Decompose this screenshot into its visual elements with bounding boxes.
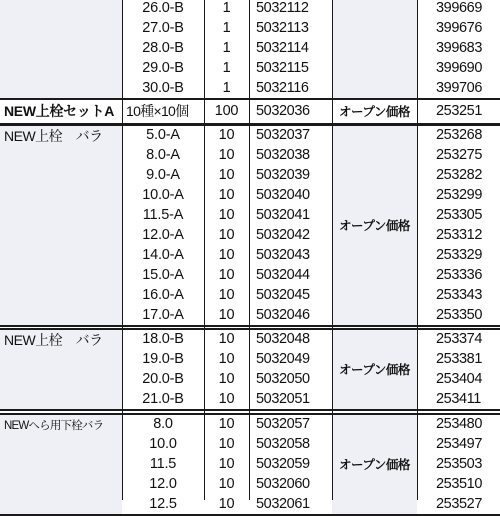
row-divider: [0, 409, 500, 411]
price-label: [332, 0, 417, 98]
size-cell: 30.0-B: [142, 80, 184, 96]
product-code-cell: 5032040: [256, 187, 310, 203]
product-code-cell: 5032046: [256, 307, 310, 323]
product-code-cell: 5032039: [256, 167, 310, 183]
size-cell: 12.5: [149, 496, 177, 512]
product-code-cell: 5032043: [256, 247, 310, 263]
quantity-cell: 10: [218, 351, 235, 367]
product-code-cell: 5032037: [256, 127, 310, 143]
quantity-cell: 10: [218, 331, 235, 347]
quantity-cell: 10: [218, 496, 235, 512]
jan-code-cell: 253527: [436, 496, 482, 512]
jan-code-cell: 253251: [436, 103, 482, 119]
jan-code-cell: 253350: [436, 307, 482, 323]
product-code-cell: 5032038: [256, 147, 310, 163]
product-code-cell: 5032059: [256, 456, 310, 472]
jan-code-cell: 253275: [436, 147, 482, 163]
product-code-cell: 5032051: [256, 391, 310, 407]
jan-code-cell: 253312: [436, 227, 482, 243]
size-cell: 10種×10個: [126, 103, 189, 119]
jan-code-cell: 399683: [436, 40, 482, 56]
product-name: NEW上栓 バラ: [4, 128, 103, 144]
size-cell: 20.0-B: [142, 371, 184, 387]
quantity-cell: 10: [218, 307, 235, 323]
size-cell: 18.0-B: [142, 331, 184, 347]
quantity-cell: 10: [218, 127, 235, 143]
size-cell: 10.0: [149, 436, 177, 452]
size-cell: 14.0-A: [142, 247, 184, 263]
product-code-cell: 5032114: [256, 40, 309, 56]
product-code-cell: 5032049: [256, 351, 310, 367]
row-divider: [0, 413, 500, 415]
size-cell: 12.0: [149, 476, 177, 492]
product-code-cell: 5032113: [256, 20, 309, 36]
quantity-cell: 1: [222, 0, 231, 16]
jan-code-cell: 253404: [436, 371, 482, 387]
quantity-cell: 10: [218, 247, 235, 263]
size-cell: 16.0-A: [142, 287, 184, 303]
product-name: [0, 0, 122, 19]
quantity-cell: 10: [218, 207, 235, 223]
jan-code-cell: 253268: [436, 127, 482, 143]
column-divider: [417, 0, 418, 500]
size-cell: 19.0-B: [142, 351, 184, 367]
product-code-cell: 5032060: [256, 476, 310, 492]
jan-code-cell: 253411: [436, 391, 481, 407]
product-code-cell: 5032058: [256, 436, 310, 452]
quantity-cell: 10: [218, 147, 235, 163]
size-cell: 27.0-B: [142, 20, 184, 36]
row-divider: [0, 124, 500, 126]
jan-code-cell: 253299: [436, 187, 482, 203]
product-code-cell: 5032042: [256, 227, 310, 243]
size-cell: 26.0-B: [142, 0, 184, 16]
jan-code-cell: 399706: [436, 80, 482, 96]
jan-code-cell: 253305: [436, 207, 482, 223]
size-cell: 8.0-A: [146, 147, 180, 163]
product-code-cell: 5032045: [256, 287, 310, 303]
product-name: NEW上栓 バラ: [4, 332, 103, 348]
quantity-cell: 1: [222, 20, 231, 36]
quantity-cell: 1: [222, 60, 231, 76]
jan-code-cell: 253329: [436, 247, 482, 263]
jan-code-cell: 253282: [436, 167, 482, 183]
row-divider: [0, 328, 500, 330]
size-cell: 28.0-B: [142, 40, 184, 56]
product-code-cell: 5032061: [256, 496, 310, 512]
quantity-cell: 10: [218, 476, 235, 492]
size-cell: 12.0-A: [142, 227, 184, 243]
jan-code-cell: 253480: [436, 416, 482, 432]
jan-code-cell: 253343: [436, 287, 482, 303]
row-divider: [0, 98, 500, 99]
row-divider: [0, 325, 500, 327]
quantity-cell: 10: [218, 187, 235, 203]
price-label: オープン価格: [339, 219, 410, 233]
jan-code-cell: 253381: [436, 351, 482, 367]
column-divider: [332, 0, 333, 500]
size-cell: 17.0-A: [142, 307, 184, 323]
product-code-cell: 5032112: [256, 0, 309, 16]
jan-code-cell: 399669: [436, 0, 482, 16]
size-cell: 21.0-B: [142, 391, 184, 407]
quantity-cell: 10: [218, 371, 235, 387]
column-divider: [249, 0, 250, 500]
product-code-cell: 5032050: [256, 371, 310, 387]
jan-code-cell: 399676: [436, 20, 482, 36]
jan-code-cell: 253374: [436, 331, 482, 347]
size-cell: 8.0: [153, 416, 173, 432]
jan-code-cell: 253503: [436, 456, 482, 472]
quantity-cell: 10: [218, 227, 235, 243]
product-code-cell: 5032041: [256, 207, 310, 223]
size-cell: 9.0-A: [146, 167, 180, 183]
quantity-cell: 10: [218, 456, 235, 472]
product-code-cell: 5032116: [256, 80, 309, 96]
cell-shading: [0, 125, 122, 325]
product-code-cell: 5032057: [256, 416, 310, 432]
product-name: NEWへら用下栓バラ: [4, 420, 104, 432]
product-code-cell: 5032048: [256, 331, 310, 347]
product-code-cell: 5032044: [256, 267, 310, 283]
quantity-cell: 10: [218, 167, 235, 183]
product-code-cell: 5032115: [256, 60, 309, 76]
quantity-cell: 100: [214, 103, 239, 119]
size-cell: 11.5-A: [142, 207, 184, 223]
quantity-cell: 10: [218, 267, 235, 283]
size-cell: 5.0-A: [146, 127, 180, 143]
product-name: NEW上栓セットA: [4, 103, 115, 119]
size-cell: 10.0-A: [142, 187, 184, 203]
size-cell: 11.5: [149, 456, 177, 472]
price-label: オープン価格: [339, 105, 410, 119]
quantity-cell: 10: [218, 391, 235, 407]
column-divider: [122, 0, 123, 500]
column-divider: [204, 0, 205, 500]
price-label: オープン価格: [339, 363, 410, 377]
jan-code-cell: 399690: [436, 60, 482, 76]
size-cell: 29.0-B: [142, 60, 184, 76]
quantity-cell: 10: [218, 416, 235, 432]
price-label: オープン価格: [339, 458, 410, 472]
jan-code-cell: 253336: [436, 267, 482, 283]
jan-code-cell: 253510: [436, 476, 482, 492]
quantity-cell: 1: [222, 80, 231, 96]
product-code-cell: 5032036: [256, 103, 310, 119]
quantity-cell: 10: [218, 436, 235, 452]
jan-code-cell: 253497: [436, 436, 482, 452]
quantity-cell: 10: [218, 287, 235, 303]
quantity-cell: 1: [222, 40, 231, 56]
size-cell: 15.0-A: [142, 267, 184, 283]
